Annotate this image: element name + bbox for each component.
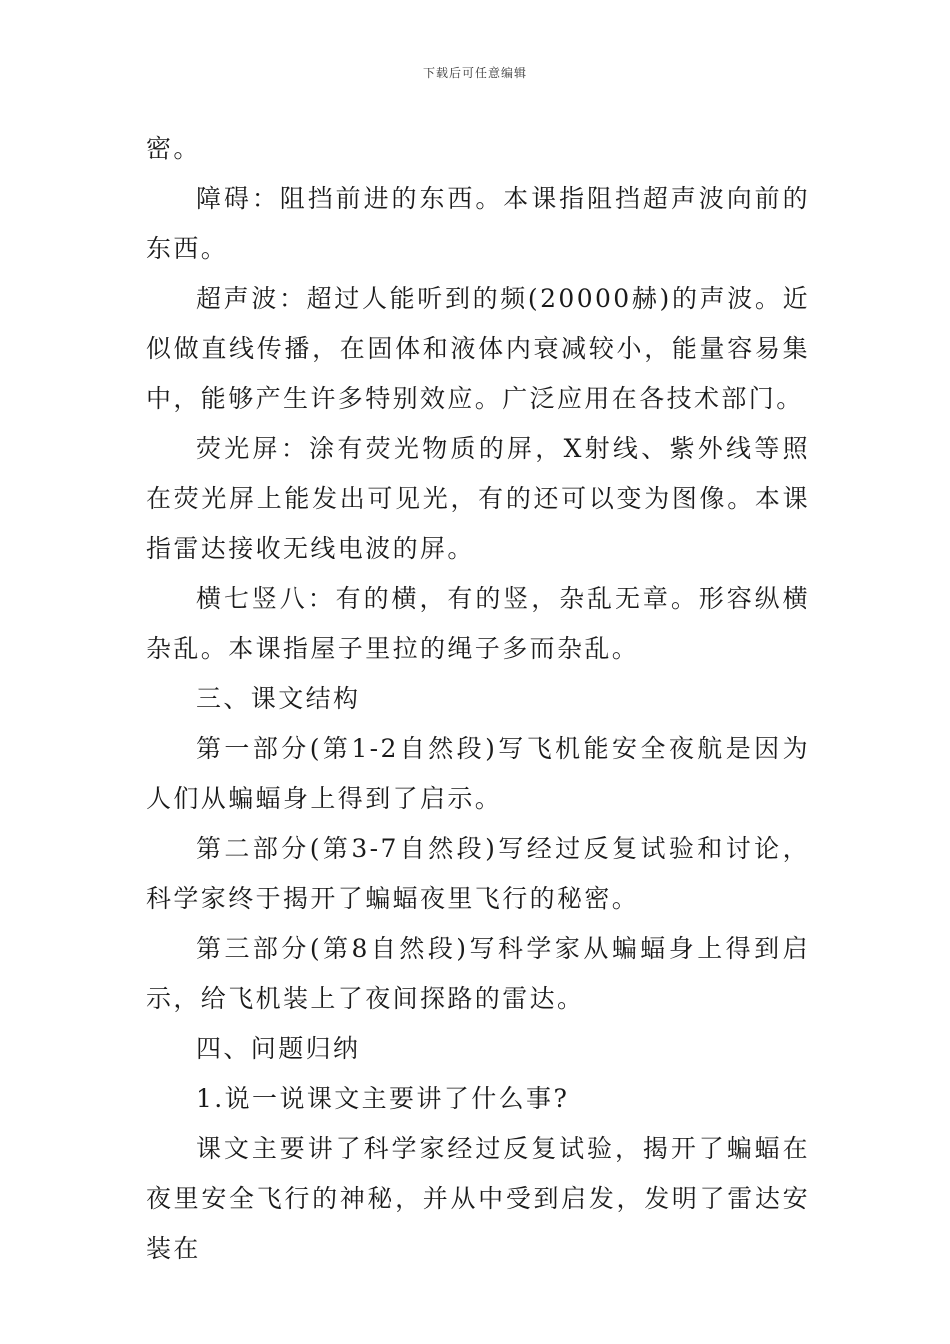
section-heading-questions: 四、问题归纳 bbox=[196, 1034, 361, 1063]
paragraph-part-two: 第二部分(第3-7自然段)写经过反复试验和讨论，科学家终于揭开了蝙蝠夜里飞行的秘密。 bbox=[146, 834, 810, 913]
paragraph-term-obstacle: 障碍：阻挡前进的东西。本课指阻挡超声波向前的东西。 bbox=[146, 184, 810, 263]
question-item: 1.说一说课文主要讲了什么事? bbox=[196, 1084, 570, 1113]
paragraph-term-messy: 横七竖八：有的横，有的竖，杂乱无章。形容纵横杂乱。本课指屋子里拉的绳子多而杂乱。 bbox=[146, 584, 810, 663]
paragraph-part-three: 第三部分(第8自然段)写科学家从蝙蝠身上得到启示，给飞机装上了夜间探路的雷达。 bbox=[146, 934, 810, 1013]
answer-paragraph: 课文主要讲了科学家经过反复试验，揭开了蝙蝠在夜里安全飞行的神秘，并从中受到启发，发明了雷达安装在 bbox=[146, 1134, 810, 1263]
document-body bbox=[146, 124, 810, 1274]
section-heading-structure: 三、课文结构 bbox=[196, 684, 361, 713]
paragraph-part-one: 第一部分(第1-2自然段)写飞机能安全夜航是因为人们从蝙蝠身上得到了启示。 bbox=[146, 734, 810, 813]
page-header: 下载后可任意编辑 bbox=[422, 66, 527, 80]
paragraph-term-fluorescent-screen: 荧光屏：涂有荧光物质的屏，X射线、紫外线等照在荧光屏上能发出可见光，有的还可以变为图像。本课指雷达接收无线电波的屏。 bbox=[146, 434, 810, 563]
paragraph: 密。 bbox=[146, 134, 201, 163]
paragraph-term-ultrasound: 超声波：超过人能听到的频(20000赫)的声波。近似做直线传播，在固体和液体内衰减较小，能量容易集中，能够产生许多特别效应。广泛应用在各技术部门。 bbox=[146, 284, 810, 413]
